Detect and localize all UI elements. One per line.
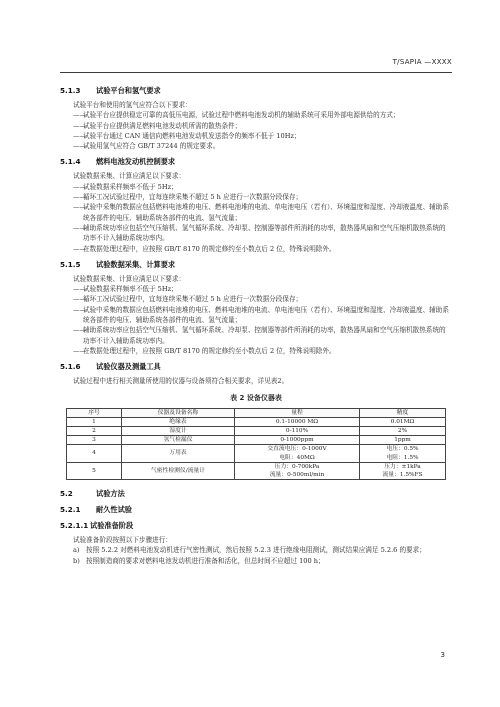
section-number: 5.2.1	[60, 505, 81, 515]
list-item: ——在数据处理过程中，应按照 GB/T 8170 的规定修约至小数点后 2 位，特殊说明除外。	[73, 244, 336, 253]
paragraph: 试验数据采集、计算应满足以下要求：	[73, 172, 186, 181]
list-item: ——循环工况试验过程中，宜每连续采集不超过 5 h 应进行一次数据分段保存；	[73, 193, 303, 202]
section-number: 5.2	[60, 489, 73, 499]
section-5-2-1-1-heading	[60, 521, 452, 531]
list-item: ——试验中采集的数据应包括燃料电池堆的电压、燃料电池堆的电流、单电池电压（若有）、环境温度和湿度、冷却液温度、辅助系统各部件的电压、辅助系统各部件的电流、氢气流量；	[73, 305, 449, 325]
section-5-1-6-heading	[60, 362, 452, 372]
list-item: ——循环工况试验过程中，宜每连续采集不超过 5 h 应进行一次数据分段保存；	[73, 295, 303, 304]
section-number: 5.1.6	[60, 362, 81, 372]
list-item: ——试验数据采样频率不低于 5Hz；	[73, 285, 178, 294]
section-5-2-1-heading	[60, 505, 452, 515]
paragraph: 试验过程中进行相关测量所使用的仪器与设备须符合相关要求，详见表2。	[73, 377, 289, 386]
page-header	[60, 58, 452, 73]
section-number: 5.2.1.1	[60, 521, 89, 531]
paragraph: 试验数据采集、计算应满足以下要求：	[73, 274, 186, 283]
standard-code: T/SAPIA —XXXX	[392, 58, 452, 66]
table-row: 3 氢气检漏仪 0-1000ppm 1ppm	[67, 436, 446, 445]
section-title: 试验数据采集、计算要求	[96, 259, 176, 269]
section-title: 试验方法	[96, 489, 125, 499]
list-item: ——辅助系统功率应包括空气压缩机、氢气循环系统、冷却泵、控制器等部件所消耗的功率，散热器风扇和空气压缩机散热系统的功率不计入辅助系统功率内。	[73, 223, 446, 243]
table-row: 4 万用表 交直流电压：0-1000V 电阻：40MΩ 电压：0.5% 电阻：1.5%	[67, 445, 446, 462]
section-number: 5.1.3	[60, 86, 81, 95]
equipment-table	[66, 408, 446, 481]
table-caption: 表 2 设备仪器表	[230, 393, 282, 402]
paragraph: 试验平台和使用的氢气应符合以下要求：	[73, 101, 192, 109]
section-title: 燃料电池发动机控制要求	[96, 157, 176, 167]
section-5-1-4-heading	[60, 157, 452, 167]
section-5-2-heading	[60, 489, 452, 499]
section-5-1-3-heading	[60, 86, 452, 96]
section-title: 试验平台和氢气要求	[96, 86, 161, 95]
list-item: a) 按照 5.2.2 对燃料电池发动机进行气密性测试，然后按照 5.2.3 进行绝缘电阻测试，测试结果应满足 5.2.6 的要求；	[73, 546, 426, 555]
page-number: 3	[440, 651, 445, 659]
section-5-1-5-heading	[60, 260, 452, 270]
column-header: 仪器及设备名称	[122, 408, 235, 417]
section-title: 试验准备阶段	[90, 521, 134, 531]
section-title: 耐久性试验	[96, 505, 132, 515]
list-item: ——试验平台通过 CAN 通信向燃料电池发动机发送指令的频率不低于 10Hz；	[73, 131, 301, 140]
page-content	[60, 80, 452, 566]
list-item: ——在数据处理过程中，应按照 GB/T 8170 的规定修约至小数点后 2 位，特殊说明除外。	[73, 346, 336, 355]
column-header: 精度	[360, 408, 446, 417]
section-number: 5.1.4	[60, 157, 81, 167]
section-number: 5.1.5	[60, 259, 81, 269]
table-header-row	[67, 408, 446, 417]
list-item: ——试验用氢气应符合 GB/T 37244 的规定要求。	[73, 142, 220, 151]
list-item: ——试验平台应提供满足燃料电池发动机所需的散热条件；	[73, 121, 242, 130]
table-row: 1 绝缘表 0.1-10000 MΩ 0.01MΩ	[67, 417, 446, 426]
list-item: b) 按照制造商的要求对燃料电池发动机进行准备和活化，但总时间不应超过 100 h；	[73, 556, 325, 565]
table-row: 2 湿度计 0-110% 2%	[67, 426, 446, 435]
table-row: 5 气密性检测仪/流量计 压力：0-700kPa 流量：0-500ml/min 压力：±1kPa 流量：1.5%FS	[67, 462, 446, 479]
list-item: ——试验数据采样频率不低于 5Hz；	[73, 182, 178, 191]
list-item: ——试验平台应提供稳定可靠的高低压电源，试验过程中燃料电池发动机的辅助系统可采用外部电源供给的方式；	[73, 111, 400, 120]
section-title: 试验仪器及测量工具	[96, 362, 161, 372]
list-item: ——试验中采集的数据应包括燃料电池堆的电压、燃料电池堆的电流、单电池电压（若有）、环境温度和湿度、冷却液温度、辅助系统各部件的电压、辅助系统各部件的电流、氢气流量；	[73, 203, 449, 222]
list-item: ——辅助系统功率应包括空气压缩机、氢气循环系统、冷却泵、控制器等部件所消耗的功率，散热器风扇和空气压缩机散热系统的功率不计入辅助系统功率内。	[73, 326, 446, 345]
paragraph: 试验准备阶段按照以下步骤进行：	[73, 536, 172, 545]
column-header: 序号	[67, 408, 122, 417]
column-header: 量程	[235, 408, 360, 417]
